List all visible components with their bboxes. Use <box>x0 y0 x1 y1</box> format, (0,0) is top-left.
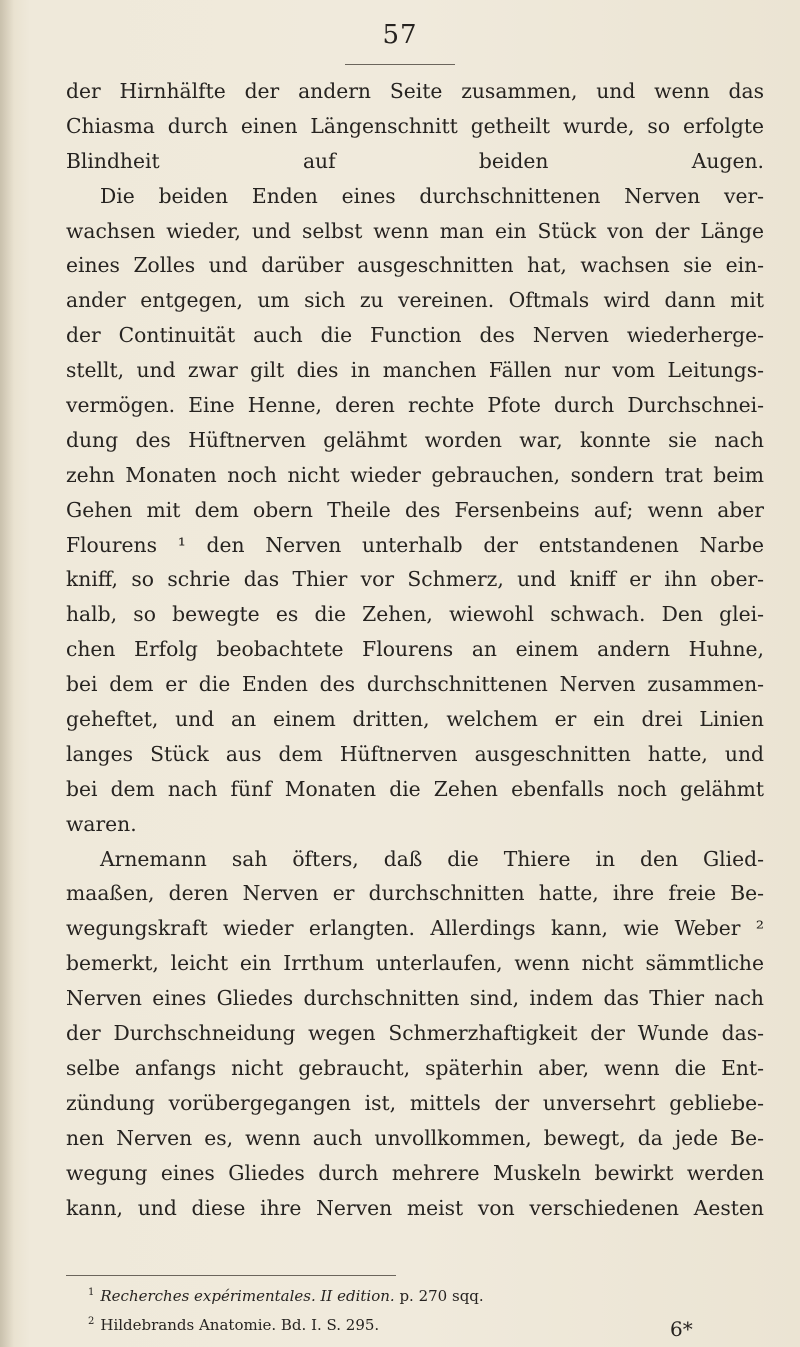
footnotes <box>88 1280 728 1338</box>
text-line: bei dem nach fünf Monaten die Zehen ebenfalls noch gelähmt <box>66 776 764 801</box>
body-text <box>66 74 764 1225</box>
text-line: stellt, und zwar gilt dies in manchen Fällen nur vom Leitungs- <box>66 358 764 383</box>
text-line: langes Stück aus dem Hüftnerven ausgeschnitten hatte, und <box>66 741 764 766</box>
text-line: Blindheit auf beiden Augen. <box>66 148 764 173</box>
text-line: bei dem er die Enden des durchschnittenen Nerven zusammen- <box>66 672 764 697</box>
text-line: Die beiden Enden eines durchschnittenen Nerven ver- <box>100 183 764 208</box>
text-line: halb, so bewegte es die Zehen, wiewohl schwach. Den glei- <box>66 602 764 627</box>
text-line: geheftet, und an einem dritten, welchem er ein drei Linien <box>66 707 764 732</box>
page-number: 57 <box>382 20 418 50</box>
text-line: selbe anfangs nicht gebraucht, späterhin aber, wenn die Ent- <box>66 1055 764 1080</box>
text-line: Nerven eines Gliedes durchschnitten sind, indem das Thier nach <box>66 986 764 1011</box>
signature-mark: 6* <box>670 1317 693 1341</box>
text-line: kniff, so schrie das Thier vor Schmerz, und kniff er ihn ober- <box>66 567 764 592</box>
text-line: bemerkt, leicht ein Irrthum unterlaufen, wenn nicht sämmtliche <box>66 951 764 976</box>
footnote <box>88 1309 728 1338</box>
text-line: nen Nerven es, wenn auch unvollkommen, bewegt, da jede Be- <box>66 1125 764 1150</box>
footnote-mark: 2 <box>88 1316 95 1327</box>
footnote <box>88 1280 728 1309</box>
text-line: zehn Monaten noch nicht wieder gebrauchen, sondern trat beim <box>66 462 764 487</box>
text-line: wegung eines Gliedes durch mehrere Muskeln bewirkt werden <box>66 1160 764 1185</box>
text-line: kann, und diese ihre Nerven meist von verschiedenen Aesten <box>66 1195 764 1220</box>
text-line: der Hirnhälfte der andern Seite zusammen, und wenn das <box>66 79 764 103</box>
text-line: dung des Hüftnerven gelähmt worden war, konnte sie nach <box>66 427 764 452</box>
text-line: Chiasma durch einen Längenschnitt getheilt wurde, so erfolgte <box>66 113 764 138</box>
header-rule <box>345 64 455 65</box>
text-line: Gehen mit dem obern Theile des Fersenbeins auf; wenn aber <box>66 497 764 522</box>
footnote-reference: Hildebrands Anatomie. Bd. I. S. 295. <box>100 1316 380 1334</box>
text-line: wachsen wieder, und selbst wenn man ein Stück von der Länge <box>66 218 764 243</box>
text-line: der Continuität auch die Function des Nerven wiederherge- <box>66 323 764 348</box>
footnote-reference: p. 270 sqq. <box>399 1287 484 1305</box>
text-line: waren. <box>66 811 137 836</box>
footnote-mark: 1 <box>88 1287 95 1298</box>
text-line: maaßen, deren Nerven er durchschnitten hatte, ihre freie Be- <box>66 881 764 906</box>
text-line: der Durchschneidung wegen Schmerzhaftigkeit der Wunde das- <box>66 1021 764 1046</box>
text-line: chen Erfolg beobachtete Flourens an einem andern Huhne, <box>66 637 764 662</box>
text-line: ander entgegen, um sich zu vereinen. Oftmals wird dann mit <box>66 288 764 313</box>
gutter-shadow <box>0 0 14 1347</box>
text-line: Flourens ¹ den Nerven unterhalb der entstandenen Narbe <box>66 532 764 557</box>
text-line: eines Zolles und darüber ausgeschnitten hat, wachsen sie ein- <box>66 253 764 278</box>
text-line: vermögen. Eine Henne, deren rechte Pfote durch Durchschnei- <box>66 393 764 418</box>
footnote-title: Recherches expérimentales. II edition. <box>100 1287 395 1305</box>
text-line: wegungskraft wieder erlangten. Allerdings kann, wie Weber ² <box>66 916 764 941</box>
footnote-rule <box>66 1275 396 1276</box>
text-line: zündung vorübergegangen ist, mittels der unversehrt gebliebe- <box>66 1090 764 1115</box>
text-line: Arnemann sah öfters, daß die Thiere in den Glied- <box>100 846 764 871</box>
